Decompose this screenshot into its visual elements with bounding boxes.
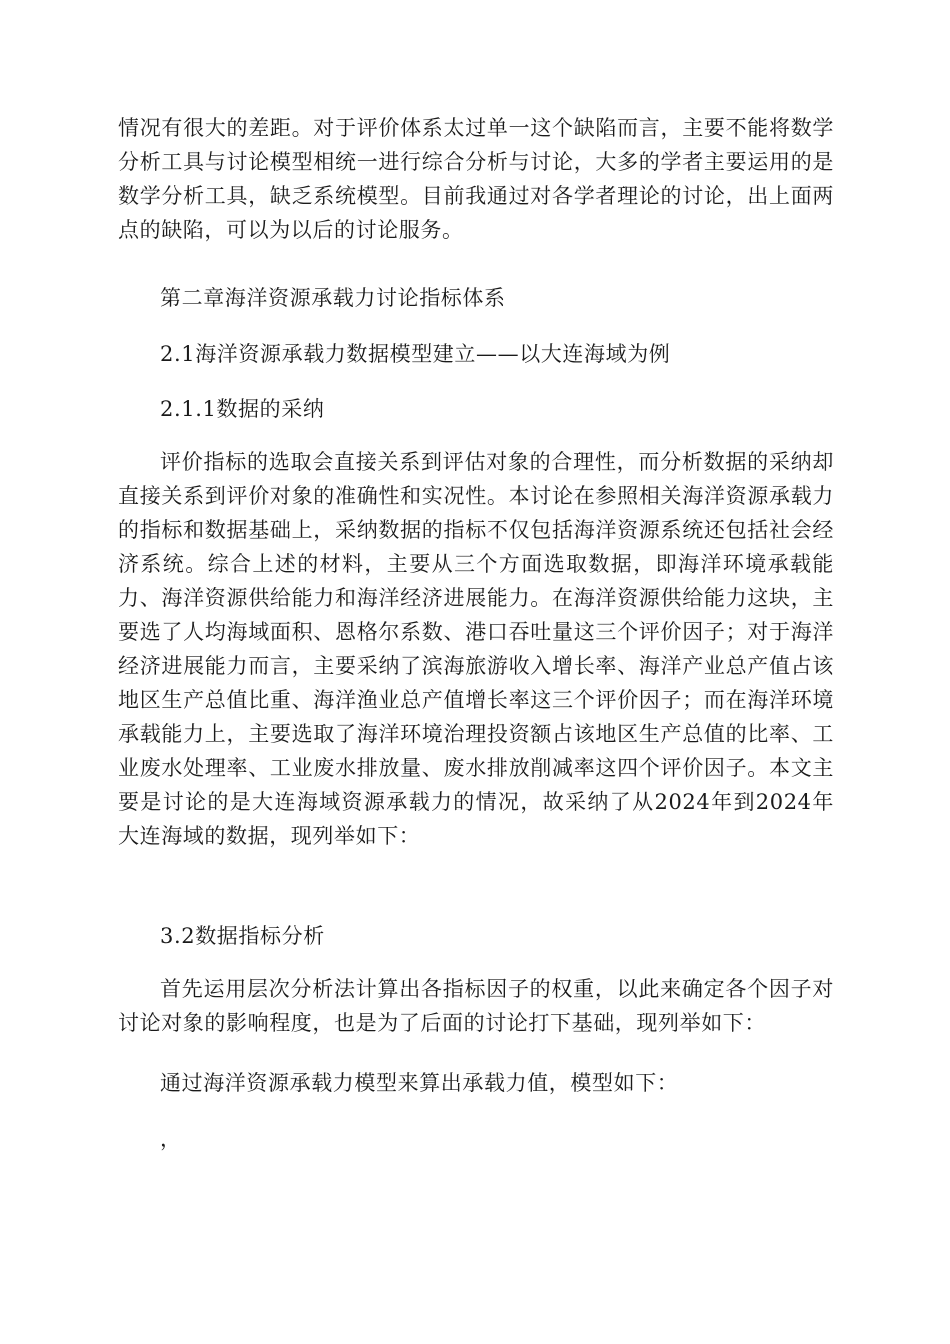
trailing-comma: ， (160, 1127, 181, 1151)
model-intro-paragraph: 通过海洋资源承载力模型来算出承载力值，模型如下： (160, 1071, 679, 1095)
section-2-1-heading: 2.1海洋资源承载力数据模型建立——以大连海域为例 (160, 342, 671, 366)
section-2-1-1-heading: 2.1.1数据的采纳 (160, 397, 325, 421)
weights-paragraph: 首先运用层次分析法计算出各指标因子的权重，以此来确定各个因子对讨论对象的影响程度，也是为了后面的讨论打下基础，现列举如下： (118, 977, 834, 1035)
intro-continuation-paragraph: 情况有很大的差距。对于评价体系太过单一这个缺陷而言，主要不能将数学分析工具与讨论模型相统一进行综合分析与讨论，大多的学者主要运用的是数学分析工具，缺乏系统模型。目前我通过对各学者理论的讨论，出上面两点的缺陷，可以为以后的讨论服务。 (118, 116, 834, 242)
data-collection-paragraph: 评价指标的选取会直接关系到评估对象的合理性，而分析数据的采纳却直接关系到评价对象的准确性和实况性。本讨论在参照相关海洋资源承载力的指标和数据基础上，采纳数据的指标不仅包括海洋资源系统还包括社会经济系统。综合上述的材料，主要从三个方面选取数据，即海洋环境承载能力、海洋资源供给能力和海洋经济进展能力。在海洋资源供给能力这块，主要选了人均海域面积、恩格尔系数、港口吞吐量这三个评价因子；对于海洋经济进展能力而言，主要采纳了滨海旅游收入增长率、海洋产业总产值占该地区生产总值比重、海洋渔业总产值增长率这三个评价因子；而在海洋环境承载能力上，主要选取了海洋环境治理投资额占该地区生产总值的比率、工业废水处理率、工业废水排放量、废水排放削减率这四个评价因子。本文主要是讨论的是大连海域资源承载力的情况，故采纳了从2024年到2024年大连海域的数据，现列举如下： (118, 450, 834, 848)
chapter-heading: 第二章海洋资源承载力讨论指标体系 (160, 286, 506, 310)
section-3-2-heading: 3.2数据指标分析 (160, 924, 325, 948)
